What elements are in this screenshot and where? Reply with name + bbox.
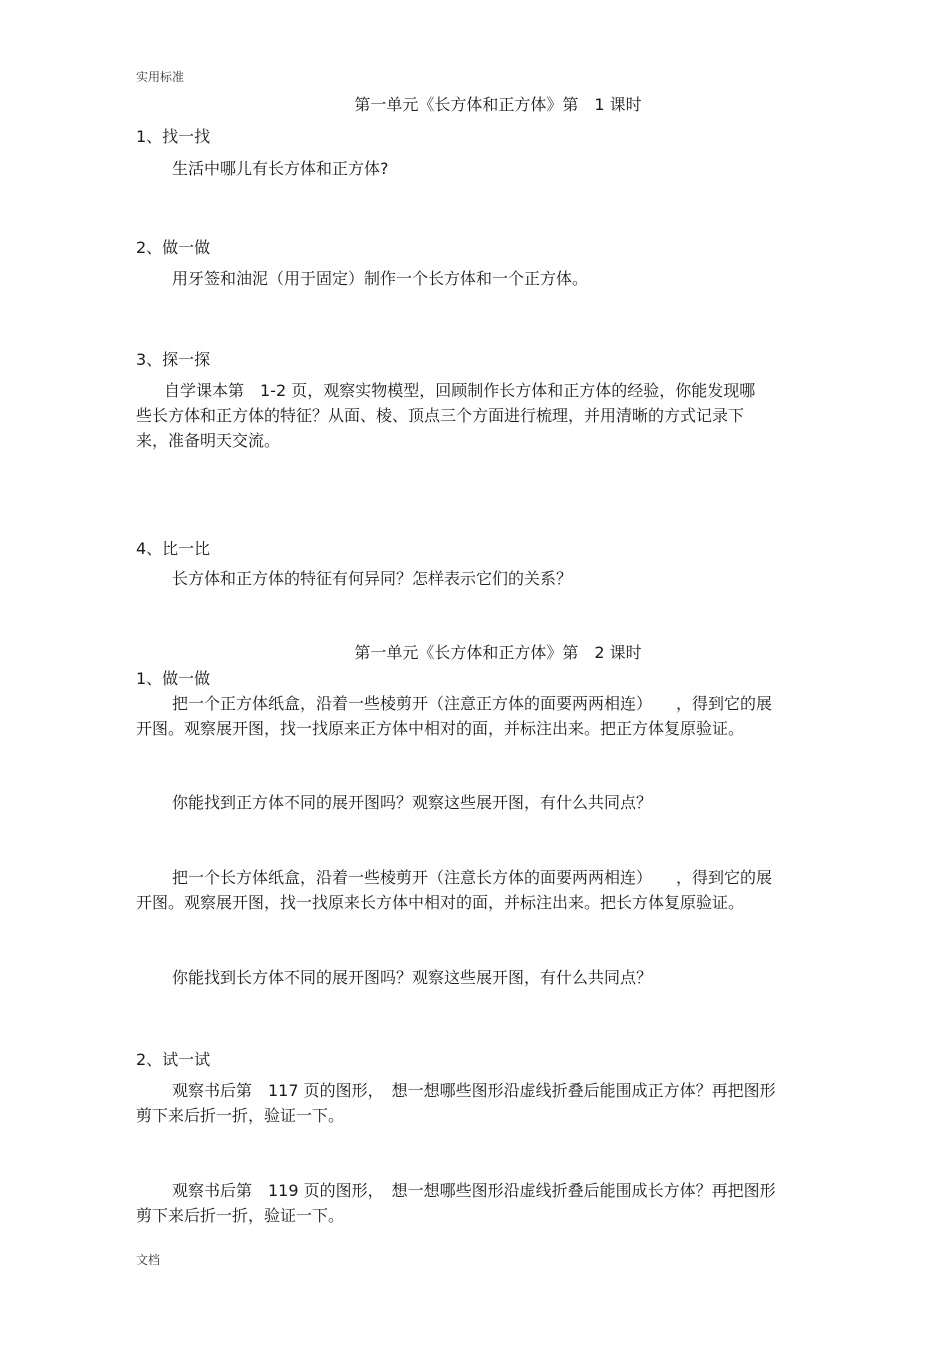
lesson1-s4-heading: 4、比一比 bbox=[136, 539, 211, 558]
lesson2-s2-heading: 2、试一试 bbox=[136, 1050, 211, 1069]
page-footer: 文档 bbox=[136, 1253, 161, 1267]
paragraph-line: 些长方体和正方体的特征？从面、棱、顶点三个方面进行梳理，并用清晰的方式记录下 bbox=[136, 406, 745, 425]
paragraph-line: 把一个长方体纸盒，沿着一些棱剪开（注意长方体的面要两两相连） ，得到它的展 bbox=[172, 868, 773, 887]
lesson2-title: 第一单元《长方体和正方体》第 2 课时 bbox=[354, 643, 642, 662]
lesson1-s4-body: 长方体和正方体的特征有何异同？怎样表示它们的关系？ bbox=[172, 569, 573, 588]
lesson1-s2-body: 用牙签和油泥（用于固定）制作一个长方体和一个正方体。 bbox=[172, 269, 589, 288]
lesson1-s1-heading: 1、找一找 bbox=[136, 127, 211, 146]
lesson1-s2-heading: 2、做一做 bbox=[136, 238, 211, 257]
paragraph-line: 来，准备明天交流。 bbox=[136, 431, 281, 450]
lesson1-title: 第一单元《长方体和正方体》第 1 课时 bbox=[354, 95, 642, 114]
lesson2-s1-paragraph-2: 你能找到正方体不同的展开图吗？观察这些展开图，有什么共同点？ bbox=[172, 793, 653, 812]
paragraph-line: 自学课本第 1-2 页，观察实物模型，回顾制作长方体和正方体的经验，你能发现哪 bbox=[164, 381, 756, 400]
paragraph-line: 观察书后第 119 页的图形， 想一想哪些图形沿虚线折叠后能围成长方体？再把图形 bbox=[172, 1181, 776, 1200]
lesson1-s3-heading: 3、探一探 bbox=[136, 350, 211, 369]
paragraph-line: 开图。观察展开图，找一找原来正方体中相对的面，并标注出来。把正方体复原验证。 bbox=[136, 719, 745, 738]
lesson2-s1-heading: 1、做一做 bbox=[136, 669, 211, 688]
paragraph-line: 把一个正方体纸盒，沿着一些棱剪开（注意正方体的面要两两相连） ，得到它的展 bbox=[172, 694, 773, 713]
paragraph-line: 开图。观察展开图，找一找原来长方体中相对的面，并标注出来。把长方体复原验证。 bbox=[136, 893, 745, 912]
paragraph-line: 剪下来后折一折，验证一下。 bbox=[136, 1206, 345, 1225]
lesson1-s1-body: 生活中哪儿有长方体和正方体? bbox=[172, 159, 389, 178]
page-header: 实用标准 bbox=[136, 70, 185, 84]
lesson2-s1-paragraph-4: 你能找到长方体不同的展开图吗？观察这些展开图，有什么共同点？ bbox=[172, 968, 653, 987]
paragraph-line: 观察书后第 117 页的图形， 想一想哪些图形沿虚线折叠后能围成正方体？再把图形 bbox=[172, 1081, 776, 1100]
paragraph-line: 剪下来后折一折，验证一下。 bbox=[136, 1106, 345, 1125]
